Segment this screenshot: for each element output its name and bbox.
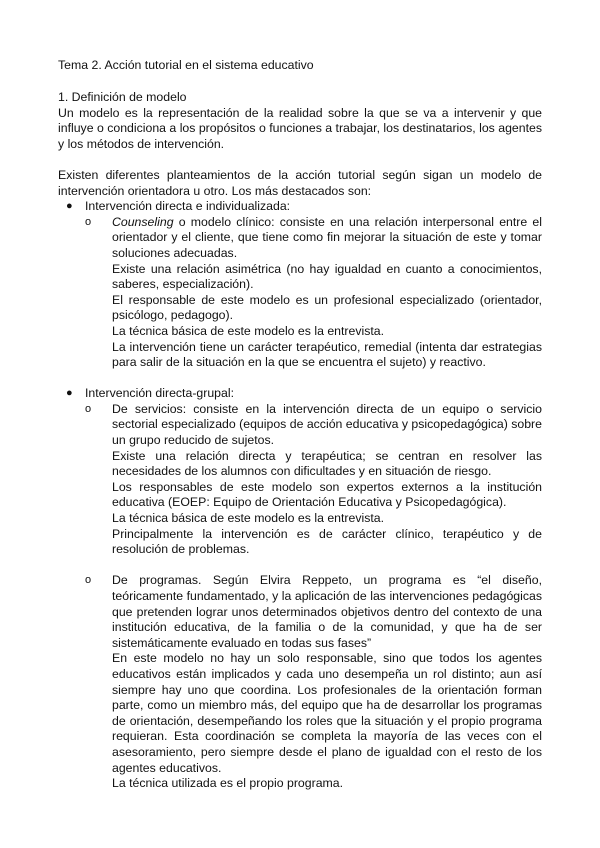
sub-item-line: La técnica básica de este modelo es la entrevista.	[112, 323, 385, 338]
sub-item-lead: De programas. Según Elvira Reppeto, un programa es “el diseño, teóricamente fundamentado, y la aplicación de las intervenciones pedagógicas que pretenden lograr unos determinados objetivos dentro del contexto de una institución educativa, de la familia o de la comunidad, y que ha de ser sistemáticamente evaluado en todas sus fases”	[112, 573, 542, 650]
sub-item-line: Principalmente la intervención es de carácter clínico, terapéutico y de resolución de problemas.	[112, 526, 542, 557]
model-list	[58, 199, 542, 792]
sub-item-servicios	[85, 402, 542, 558]
sub-list	[85, 215, 542, 371]
section-heading: 1. Definición de modelo	[58, 90, 187, 104]
sub-item-line: En este modelo no hay un solo responsable, sino que todos los agentes educativos están implicados y cada uno desempeña un rol distinto; aun así siempre hay uno que coordina. Los profesionales de la orientación forman parte, como un miembro más, del equipo que ha de desarrollar los programas de orientación, desempeñando los roles que la situación y el propio programa requieran. Esta coordinación se completa la mayoría de las veces con el asesoramiento, pero siempre desde el plano de igualdad con el resto de los agentes educativos.	[112, 651, 542, 775]
spacer	[85, 558, 542, 574]
section-definicion-modelo	[58, 90, 542, 792]
sub-item-line: Existe una relación asimétrica (no hay igualdad en cuanto a conocimientos, saberes, especialización).	[112, 261, 542, 292]
sub-item-lead: De servicios: consiste en la intervención directa de un equipo o servicio sectorial especializado (equipos de acción educativa y psicopedagógica) sobre un grupo reducido de sujetos.	[112, 401, 542, 448]
sub-item-programas	[85, 573, 542, 791]
sub-bullet-icon: o	[85, 215, 92, 228]
sub-item-lead	[112, 215, 542, 262]
sub-item-lead-rest: o modelo clínico: consiste en una relación interpersonal entre el orientador y el cliente, que tiene como fin mejorar la situación de este y tomar soluciones adecuadas.	[112, 214, 542, 260]
second-paragraph: Existen diferentes planteamientos de la acción tutorial según sigan un modelo de intervención orientadora u otro. Los más destacados son:	[58, 167, 542, 198]
sub-bullet-icon: o	[85, 574, 92, 587]
sub-item-line: Existe una relación directa y terapéutica; se centran en resolver las necesidades de los alumnos con dificultades y en situación de riesgo.	[112, 448, 542, 479]
sub-item-counseling	[85, 215, 542, 371]
sub-item-line: La técnica básica de este modelo es la entrevista.	[112, 511, 385, 526]
list-item-grupal	[58, 386, 542, 791]
intro-paragraph: Un modelo es la representación de la realidad sobre la que se va a intervenir y que influye o condiciona a los propósitos o funciones a trabajar, los destinatarios, los agentes y los métodos de intervención.	[58, 105, 542, 151]
sub-bullet-icon: o	[85, 402, 92, 415]
document-title: Tema 2. Acción tutorial en el sistema educativo	[58, 58, 314, 72]
sub-list	[85, 402, 542, 792]
list-item-label: Intervención directa e individualizada:	[85, 199, 291, 214]
sub-item-line: La intervención tiene un carácter terapéutico, remedial (intenta dar estrategias para salir de la situación en la que se encuentra el sujeto) y reactivo.	[112, 339, 542, 370]
sub-item-line: La técnica utilizada es el propio programa.	[112, 776, 344, 791]
list-item-individualizada	[58, 199, 542, 371]
sub-item-line: El responsable de este modelo es un profesional especializado (orientador, psicólogo, pedagogo).	[112, 292, 542, 323]
bullet-icon: ●	[66, 200, 73, 213]
counseling-term: Counseling	[112, 214, 174, 229]
bullet-icon: ●	[66, 387, 73, 400]
spacer	[58, 371, 542, 387]
list-item-label: Intervención directa-grupal:	[85, 386, 235, 401]
sub-item-line: Los responsables de este modelo son expertos externos a la institución educativa (EOEP: Equipo de Orientación Educativa y Psicopedagógica).	[112, 479, 542, 510]
